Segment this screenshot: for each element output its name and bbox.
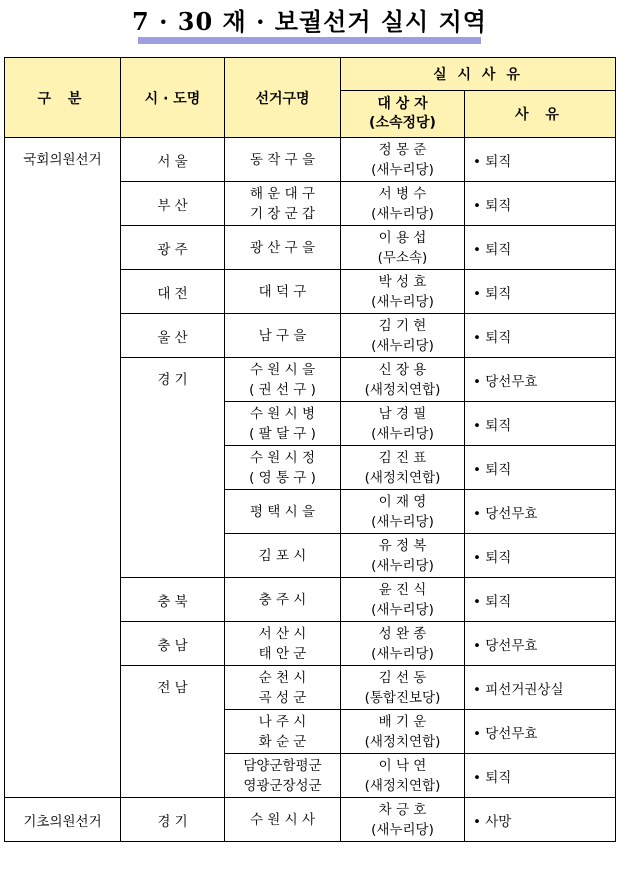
candidate-cell: 배 기 운 (새정치연합) bbox=[341, 710, 465, 754]
district-cell: 충 주 시 bbox=[225, 578, 341, 622]
district-cell: 동 작 구 을 bbox=[225, 138, 341, 182]
region-cell: 충 북 bbox=[121, 578, 225, 622]
reason-cell: • 퇴직 bbox=[465, 578, 616, 622]
region-cell: 경 기 bbox=[121, 358, 225, 578]
reason-cell: • 사망 bbox=[465, 798, 616, 842]
reason-cell: • 퇴직 bbox=[465, 182, 616, 226]
reason-cell: • 퇴직 bbox=[465, 314, 616, 358]
candidate-cell: 이 재 영 (새누리당) bbox=[341, 490, 465, 534]
reason-cell: • 당선무효 bbox=[465, 358, 616, 402]
candidate-cell: 김 기 현 (새누리당) bbox=[341, 314, 465, 358]
title-underline bbox=[138, 37, 481, 44]
district-cell: 나 주 시 화 순 군 bbox=[225, 710, 341, 754]
header-district: 선거구명 bbox=[225, 58, 341, 138]
candidate-cell: 윤 진 식 (새누리당) bbox=[341, 578, 465, 622]
district-cell: 평 택 시 을 bbox=[225, 490, 341, 534]
reason-cell: • 퇴직 bbox=[465, 270, 616, 314]
region-cell: 대 전 bbox=[121, 270, 225, 314]
document-title: 7 · 30 재 · 보궐선거 실시 지역 bbox=[132, 7, 487, 36]
candidate-cell: 정 몽 준 (새누리당) bbox=[341, 138, 465, 182]
category-cell: 기초의원선거 bbox=[5, 798, 121, 842]
header-reason: 사 유 bbox=[465, 91, 616, 138]
region-cell: 부 산 bbox=[121, 182, 225, 226]
candidate-cell: 유 정 복 (새누리당) bbox=[341, 534, 465, 578]
district-cell: 광 산 구 을 bbox=[225, 226, 341, 270]
candidate-cell: 차 긍 호 (새누리당) bbox=[341, 798, 465, 842]
header-target: 대 상 자 (소속정당) bbox=[341, 91, 465, 138]
district-cell: 서 산 시 태 안 군 bbox=[225, 622, 341, 666]
region-cell: 전 남 bbox=[121, 666, 225, 798]
district-cell: 해 운 대 구 기 장 군 갑 bbox=[225, 182, 341, 226]
region-cell: 울 산 bbox=[121, 314, 225, 358]
table-row bbox=[5, 798, 616, 842]
candidate-cell: 이 낙 연 (새정치연합) bbox=[341, 754, 465, 798]
district-cell: 수 원 시 을 ( 권 선 구 ) bbox=[225, 358, 341, 402]
region-cell: 서 울 bbox=[121, 138, 225, 182]
reason-cell: • 피선거권상실 bbox=[465, 666, 616, 710]
region-cell: 충 남 bbox=[121, 622, 225, 666]
district-cell: 수 원 시 정 ( 영 통 구 ) bbox=[225, 446, 341, 490]
candidate-cell: 신 장 용 (새정치연합) bbox=[341, 358, 465, 402]
candidate-cell: 성 완 종 (새누리당) bbox=[341, 622, 465, 666]
district-cell: 남 구 을 bbox=[225, 314, 341, 358]
reason-cell: • 당선무효 bbox=[465, 710, 616, 754]
candidate-cell: 남 경 필 (새누리당) bbox=[341, 402, 465, 446]
header-region: 시 · 도명 bbox=[121, 58, 225, 138]
reason-cell: • 퇴직 bbox=[465, 226, 616, 270]
region-cell: 경 기 bbox=[121, 798, 225, 842]
district-cell: 담양군함평군 영광군장성군 bbox=[225, 754, 341, 798]
reason-cell: • 당선무효 bbox=[465, 622, 616, 666]
reason-cell: • 퇴직 bbox=[465, 534, 616, 578]
category-cell: 국회의원선거 bbox=[5, 138, 121, 798]
reason-cell: • 퇴직 bbox=[465, 402, 616, 446]
header-cause-group: 실 시 사 유 bbox=[341, 58, 616, 91]
reason-cell: • 당선무효 bbox=[465, 490, 616, 534]
district-cell: 김 포 시 bbox=[225, 534, 341, 578]
candidate-cell: 서 병 수 (새누리당) bbox=[341, 182, 465, 226]
reason-cell: • 퇴직 bbox=[465, 754, 616, 798]
region-cell: 광 주 bbox=[121, 226, 225, 270]
district-cell: 수 원 시 사 bbox=[225, 798, 341, 842]
district-cell: 대 덕 구 bbox=[225, 270, 341, 314]
election-table bbox=[4, 57, 616, 842]
candidate-cell: 박 성 효 (새누리당) bbox=[341, 270, 465, 314]
candidate-cell: 이 용 섭 (무소속) bbox=[341, 226, 465, 270]
district-cell: 순 천 시 곡 성 군 bbox=[225, 666, 341, 710]
reason-cell: • 퇴직 bbox=[465, 446, 616, 490]
candidate-cell: 김 진 표 (새정치연합) bbox=[341, 446, 465, 490]
reason-cell: • 퇴직 bbox=[465, 138, 616, 182]
header-category: 구 분 bbox=[5, 58, 121, 138]
candidate-cell: 김 선 동 (통합진보당) bbox=[341, 666, 465, 710]
table-row bbox=[5, 138, 616, 182]
district-cell: 수 원 시 병 ( 팔 달 구 ) bbox=[225, 402, 341, 446]
